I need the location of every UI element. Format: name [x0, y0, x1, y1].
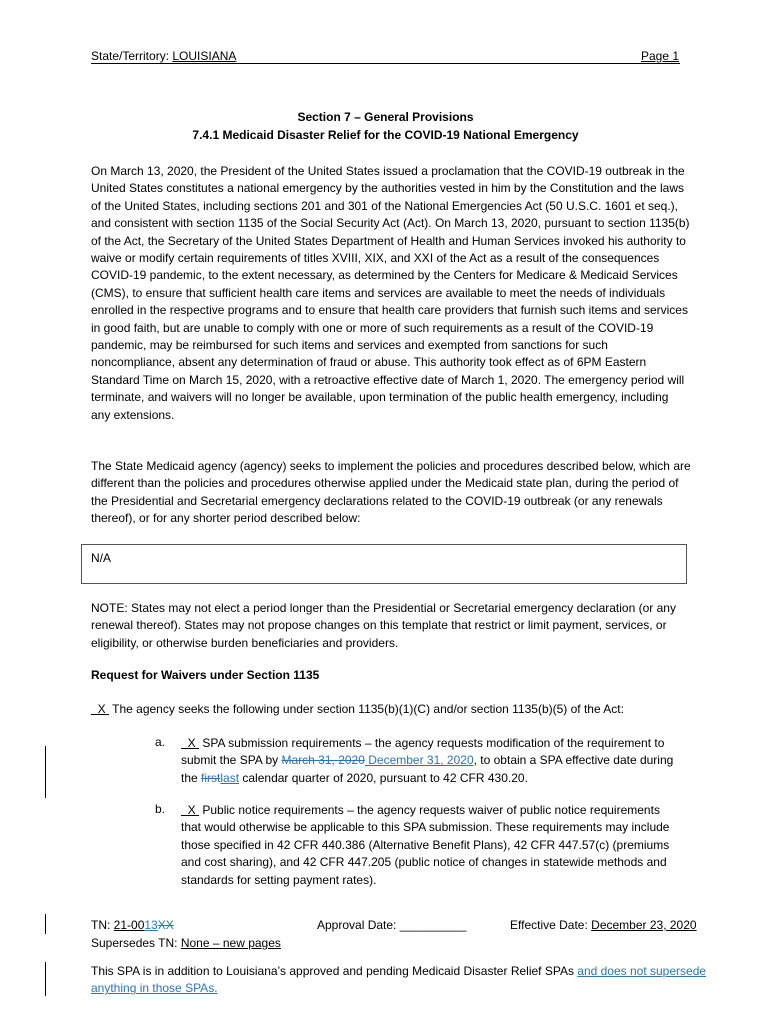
- item-b-checkmark[interactable]: X: [187, 803, 196, 817]
- waiver-checkmark[interactable]: X: [97, 702, 106, 716]
- shorter-period-value: N/A: [91, 551, 112, 565]
- item-b-marker: b.: [155, 802, 166, 816]
- tn-inserted: 13: [144, 918, 158, 932]
- tn-field: TN: 21-0013XX: [91, 918, 174, 932]
- section-title: Section 7 – General Provisions: [297, 110, 474, 124]
- spa-note: This SPA is in addition to Louisiana’s approved and pending Medicaid Disaster Relief SPAs and does not supersede anything in those SPAs.: [91, 964, 707, 996]
- state-territory-header: [91, 49, 236, 63]
- state-value: LOUISIANA: [172, 49, 237, 63]
- waiver-intro: [91, 702, 624, 716]
- effective-date-value: December 23, 2020: [591, 918, 697, 932]
- item-a-text: X SPA submission requirements – the agency requests modification of the requirement to submit the SPA by March 31, 2020 December 31, 2020, to obtain a SPA effective date during the firstlast calendar quarter of 2020, pursuant to 42 CFR 430.20.: [181, 736, 674, 785]
- item-a-checkmark[interactable]: X: [187, 736, 196, 750]
- inserted-date: December 31, 2020: [364, 753, 474, 768]
- note-paragraph: NOTE: States may not elect a period longer than the Presidential or Secretarial emergency declaration (or any renewal thereof). States may not propose changes on this template that restrict or limit payment, services, or eligibility, or otherwise burden beneficiaries and providers.: [91, 601, 676, 650]
- spa-note-inserted: and does not supersede anything in those SPAs.: [91, 964, 707, 996]
- supersedes-value: None – new pages: [180, 936, 281, 950]
- shorter-period-field[interactable]: [81, 544, 687, 584]
- inserted-word: last: [220, 770, 240, 785]
- header-rule: [91, 63, 680, 64]
- deleted-word: first: [201, 770, 221, 785]
- agency-paragraph: The State Medicaid agency (agency) seeks to implement the policies and procedures described below, which are different than the policies and procedures otherwise applied under the Medicaid state plan, during the period of the Presidential and Secretarial emergency declarations related to the COVID-19 outbreak (or any renewals thereof), or for any shorter period described below:: [91, 459, 691, 526]
- approval-date-value[interactable]: __________: [399, 918, 467, 932]
- intro-paragraph: On March 13, 2020, the President of the United States issued a proclamation that the COVID-19 outbreak in the United States constitutes a national emergency by the authorities vested in him by the Constitution and the laws of the United States, including sections 201 and 301 of the National Emergencies Act (50 U.S.C. 1601 et seq.), and consistent with section 1135 of the Social Security Act (Act). On March 13, 2020, pursuant to section 1135(b) of the Act, the Secretary of the United States Department of Health and Human Services invoked his authority to waive or modify certain requirements of titles XVIII, XIX, and XXI of the Act as a result of the consequences COVID-19 pandemic, to the extent necessary, as determined by the Centers for Medicare & Medicaid Services (CMS), to ensure that sufficient health care items and services are available to meet the needs of individuals enrolled in the respective programs and to ensure that health care providers that furnish such items and services in good faith, but are unable to comply with one or more of such requirements as a result of the COVID-19 pandemic, may be reimbursed for such items and services and exempted from sanctions for such noncompliance, absent any determination of fraud or abuse. This authority took effect as of 6PM Eastern Standard Time on March 15, 2020, with a retroactive effective date of March 1, 2020. The emergency period will terminate, and waivers will no longer be available, upon termination of the public health emergency, including any extensions.: [91, 164, 690, 422]
- revision-bar: [45, 746, 46, 798]
- revision-bar: [45, 914, 46, 934]
- item-b-text: X Public notice requirements – the agency requests waiver of public notice requirements that would otherwise be applicable to this SPA submission. These requirements may include those specified in 42 CFR 440.386 (Alternative Benefit Plans), 42 CFR 447.57(c) (premiums and cost sharing), and 42 CFR 447.205 (public notice of changes in statewide methods and standards for setting payment rates).: [181, 803, 670, 887]
- supersedes-field: Supersedes TN: None – new pages: [91, 936, 281, 950]
- tn-value: 21-00: [113, 918, 145, 932]
- waiver-intro-text: The agency seeks the following under section 1135(b)(1)(C) and/or section 1135(b)(5) of the Act:: [109, 702, 624, 716]
- state-label: State/Territory:: [91, 49, 173, 63]
- page-number: Page 1: [641, 49, 680, 63]
- item-a-marker: a.: [155, 735, 166, 749]
- deleted-date: March 31, 2020: [281, 753, 365, 768]
- waivers-heading: Request for Waivers under Section 1135: [91, 668, 320, 682]
- tn-deleted: XX: [157, 918, 174, 932]
- effective-date-field: Effective Date: December 23, 2020: [510, 918, 697, 932]
- subsection-title: 7.4.1 Medicaid Disaster Relief for the COVID-19 National Emergency: [192, 128, 579, 142]
- approval-date-field: Approval Date: __________: [317, 918, 467, 932]
- revision-bar: [45, 962, 46, 996]
